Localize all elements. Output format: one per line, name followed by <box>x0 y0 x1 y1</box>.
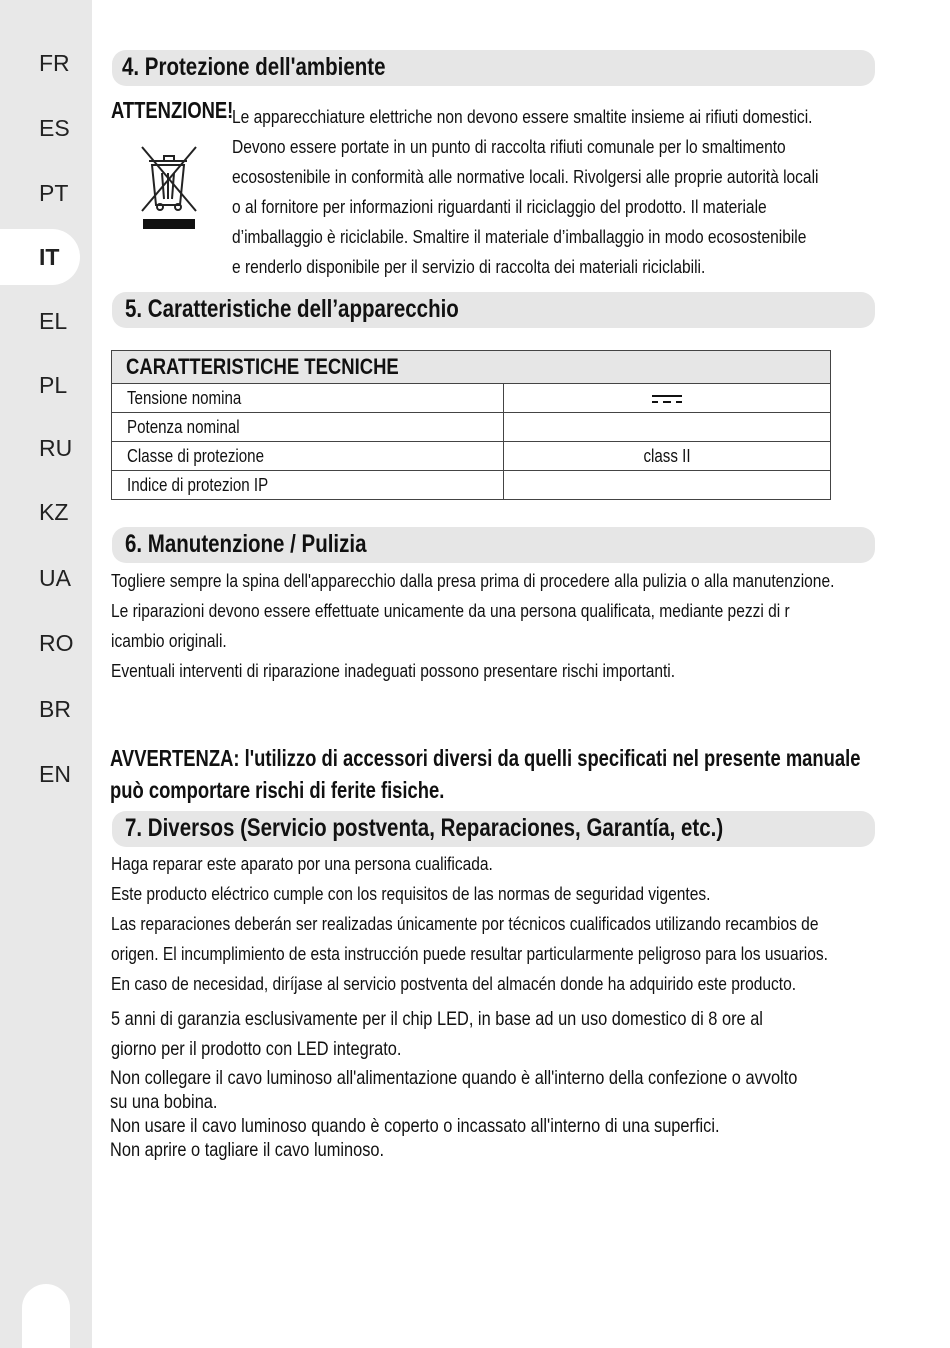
dc-current-symbol-icon <box>650 393 684 405</box>
spec-value <box>504 471 831 500</box>
section-7-title: 7. Diversos (Servicio postventa, Reparaciones, Garantía, etc.) <box>125 814 724 842</box>
section-7-line: Haga reparar este aparato por una persona cualificada. <box>111 853 493 874</box>
table-header <box>112 351 831 384</box>
table-row <box>112 384 831 413</box>
lang-tab-pl[interactable] <box>0 357 92 413</box>
section-6-header <box>112 527 875 563</box>
section-6-line: Togliere sempre la spina dell'apparecchio dalla presa prima di procedere alla pulizia o alla manutenzione. <box>111 570 835 591</box>
section-7-header <box>112 811 875 847</box>
section-4-title: 4. Protezione dell'ambiente <box>122 53 386 81</box>
table-header-row <box>112 351 831 384</box>
spec-label-text: Classe di protezione <box>127 445 264 466</box>
section-4-line: o al fornitore per informazioni riguardanti il riciclaggio del prodotto. Il materiale <box>232 196 767 217</box>
cable-line: su una bobina. <box>110 1091 218 1113</box>
section-6-line: Le riparazioni devono essere effettuate unicamente da una persona qualificata, mediante pezzi di r <box>111 600 790 621</box>
spec-label-text: Potenza nominal <box>127 416 240 437</box>
lang-tab-es[interactable] <box>0 100 92 156</box>
lang-label: RU <box>39 435 73 461</box>
attention-label: ATTENZIONE! <box>111 97 234 123</box>
lang-label: RO <box>39 630 74 656</box>
section-6-line: Eventuali interventi di riparazione inadeguati possono presentare rischi importanti. <box>111 660 676 681</box>
section-4-line: Le apparecchiature elettriche non devono essere smaltite insieme ai rifiuti domestici. <box>232 106 813 127</box>
table-row <box>112 413 831 442</box>
section-7-line: En caso de necesidad, diríjase al servicio postventa del almacén donde ha adquirido este producto. <box>111 973 797 994</box>
lang-label: PT <box>39 180 69 206</box>
lang-label: BR <box>39 696 71 722</box>
page-number-tab <box>22 1284 70 1348</box>
lang-tab-it-active[interactable] <box>0 229 80 285</box>
section-7-line: Las reparaciones deberán ser realizadas únicamente por técnicos cualificados utilizando recambios de <box>111 913 819 934</box>
lang-label: KZ <box>39 499 69 525</box>
section-4-line: ecosostenibile in conformità alle normative locali. Rivolgersi alle proprie autorità locali <box>232 166 819 187</box>
section-5-header <box>112 292 875 328</box>
spec-value <box>504 413 831 442</box>
lang-tab-ro[interactable] <box>0 615 92 671</box>
lang-label: FR <box>39 50 70 76</box>
lang-tab-en[interactable] <box>0 746 92 802</box>
lang-tab-fr[interactable] <box>0 35 92 91</box>
section-6-title: 6. Manutenzione / Pulizia <box>125 530 367 558</box>
table-header-label: CARATTERISTICHE TECNICHE <box>126 354 399 379</box>
cable-line: Non collegare il cavo luminoso all'alimentazione quando è all'interno della confezione o avvolto <box>110 1067 798 1089</box>
lang-tab-br[interactable] <box>0 681 92 737</box>
table-row <box>112 471 831 500</box>
lang-label: EL <box>39 308 68 334</box>
lang-label: UA <box>39 565 71 591</box>
table-row <box>112 442 831 471</box>
lang-label: ES <box>39 115 70 141</box>
spec-value-text: class II <box>643 445 691 466</box>
spec-label <box>112 384 504 413</box>
spec-label-text: Indice di protezion IP <box>127 474 269 495</box>
section-4-line: d’imballaggio è riciclabile. Smaltire il materiale d’imballaggio in modo ecosostenibile <box>232 226 807 247</box>
lang-tab-el[interactable] <box>0 293 92 349</box>
cable-line: Non usare il cavo luminoso quando è coperto o incassato all'interno di una superfici. <box>110 1115 720 1137</box>
warranty-line: 5 anni di garanzia esclusivamente per il chip LED, in base ad un uso domestico di 8 ore al <box>111 1008 763 1030</box>
accessory-warning-line: AVVERTENZA: l'utilizzo di accessori diversi da quelli specificati nel presente manuale <box>110 745 861 771</box>
lang-tab-pt[interactable] <box>0 165 92 221</box>
lang-label: IT <box>39 244 60 270</box>
section-6-line: icambio originali. <box>111 630 227 651</box>
lang-label: PL <box>39 372 68 398</box>
spec-label-text: Tensione nomina <box>127 387 242 408</box>
spec-label <box>112 471 504 500</box>
lang-tab-kz[interactable] <box>0 484 92 540</box>
section-4-header <box>112 50 875 86</box>
spec-value <box>504 442 831 471</box>
section-4-line: Devono essere portate in un punto di raccolta rifiuti comunale per lo smaltimento <box>232 136 786 157</box>
language-sidebar <box>0 0 92 1348</box>
lang-tab-ru[interactable] <box>0 420 92 476</box>
spec-label <box>112 442 504 471</box>
cable-line: Non aprire o tagliare il cavo luminoso. <box>110 1139 385 1161</box>
section-7-line: origen. El incumplimiento de esta instrucción puede resultar particularmente peligroso para los usuarios. <box>111 943 828 964</box>
accessory-warning-line: può comportare rischi di ferite fisiche. <box>110 777 445 803</box>
section-4-line: e renderlo disponibile per il servizio di raccolta dei materiali riciclabili. <box>232 256 706 277</box>
lang-tab-ua[interactable] <box>0 550 92 606</box>
technical-specs-table <box>111 350 831 500</box>
warranty-line: giorno per il prodotto con LED integrato. <box>111 1038 402 1060</box>
section-5-title: 5. Caratteristiche dell’apparecchio <box>125 295 459 323</box>
section-7-line: Este producto eléctrico cumple con los requisitos de las normas de seguridad vigentes. <box>111 883 711 904</box>
crossed-out-wheelie-bin-icon <box>138 145 200 231</box>
spec-label <box>112 413 504 442</box>
spec-value <box>504 384 831 413</box>
lang-label: EN <box>39 761 71 787</box>
